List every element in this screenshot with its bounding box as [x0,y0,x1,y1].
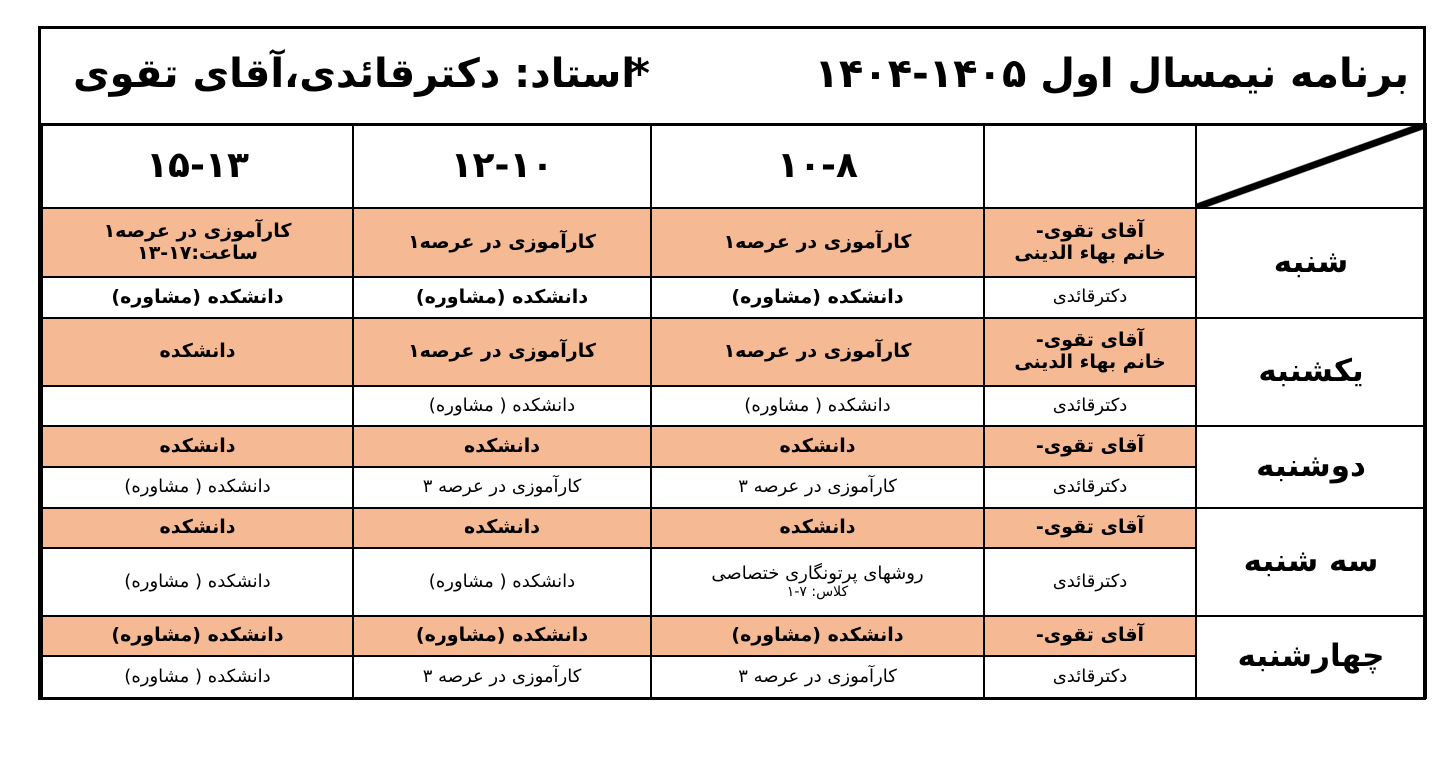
instructor-title: استاد: دکترقائدی،آقای تقوی [73,51,636,97]
wednesday-top-row [42,616,1426,656]
header-row [42,124,1426,208]
time-header-13-15: ۱۵-۱۳ [42,124,353,208]
sunday-top-row [42,318,1426,386]
tuesday-course-name: روشهای پرتونگاری ختصاصی [711,562,924,584]
saturday-instructor-top: آقای تقوی- خانم بهاء الدینی [984,208,1196,277]
sunday-8-10-top: کارآموزی در عرصه۱ [651,318,984,386]
monday-8-10-top: دانشکده [651,426,984,467]
tuesday-top-row [42,508,1426,548]
time-header-8-10: ۱۰-۸ [651,124,984,208]
saturday-8-10-bottom: دانشکده (مشاوره) [651,277,984,318]
day-monday: دوشنبه [1196,426,1426,508]
saturday-8-10-top: کارآموزی در عرصه۱ [651,208,984,277]
monday-13-15-top: دانشکده [42,426,353,467]
wednesday-13-15-bottom: دانشکده ( مشاوره) [42,656,353,698]
wednesday-instructor-top: آقای تقوی- [984,616,1196,656]
saturday-top-row [42,208,1426,277]
tuesday-instructor-top: آقای تقوی- [984,508,1196,548]
corner-diagonal-cell [1196,124,1426,208]
wednesday-8-10-bottom: کارآموزی در عرصه ۳ [651,656,984,698]
instructor-header-cell [984,124,1196,208]
sunday-13-15-bottom [42,386,353,426]
sunday-10-12-bottom: دانشکده ( مشاوره) [353,386,651,426]
tuesday-class-note: کلاس: ۷-۱ [786,584,849,601]
tuesday-13-15-top: دانشکده [42,508,353,548]
sunday-instructor-top: آقای تقوی- خانم بهاء الدینی [984,318,1196,386]
title-row [41,29,1423,126]
monday-instructor-bottom: دکترقائدی [984,467,1196,508]
wednesday-10-12-bottom: کارآموزی در عرصه ۳ [353,656,651,698]
monday-13-15-bottom: دانشکده ( مشاوره) [42,467,353,508]
sunday-8-10-bottom: دانشکده ( مشاوره) [651,386,984,426]
saturday-13-15-bottom: دانشکده (مشاوره) [42,277,353,318]
tuesday-8-10-bottom [651,548,984,616]
saturday-10-12-bottom: دانشکده (مشاوره) [353,277,651,318]
day-saturday: شنبه [1196,208,1426,318]
wednesday-10-12-top: دانشکده (مشاوره) [353,616,651,656]
time-header-10-12: ۱۲-۱۰ [353,124,651,208]
day-wednesday: چهارشنبه [1196,616,1426,698]
semester-title: برنامه نیمسال اول ۱۴۰۵-۱۴۰۴ [814,51,1409,97]
wednesday-13-15-top: دانشکده (مشاوره) [42,616,353,656]
wednesday-8-10-top: دانشکده (مشاوره) [651,616,984,656]
wednesday-instructor-bottom: دکترقائدی [984,656,1196,698]
tuesday-10-12-bottom: دانشکده ( مشاوره) [353,548,651,616]
saturday-instructor-bottom: دکترقائدی [984,277,1196,318]
monday-8-10-bottom: کارآموزی در عرصه ۳ [651,467,984,508]
monday-10-12-top: دانشکده [353,426,651,467]
title-separator-star: * [629,51,650,97]
tuesday-10-12-top: دانشکده [353,508,651,548]
sunday-13-15-top: دانشکده [42,318,353,386]
sunday-instructor-bottom: دکترقائدی [984,386,1196,426]
saturday-10-12-top: کارآموزی در عرصه۱ [353,208,651,277]
saturday-13-15-top: کارآموزی در عرصه۱ ساعت:۱۷-۱۳ [42,208,353,277]
schedule-table [41,123,1427,699]
tuesday-instructor-bottom: دکترقائدی [984,548,1196,616]
tuesday-13-15-bottom: دانشکده ( مشاوره) [42,548,353,616]
monday-10-12-bottom: کارآموزی در عرصه ۳ [353,467,651,508]
day-sunday: یکشنبه [1196,318,1426,426]
sunday-10-12-top: کارآموزی در عرصه۱ [353,318,651,386]
tuesday-8-10-top: دانشکده [651,508,984,548]
day-tuesday: سه شنبه [1196,508,1426,616]
schedule-frame [38,26,1426,700]
monday-top-row [42,426,1426,467]
monday-instructor-top: آقای تقوی- [984,426,1196,467]
